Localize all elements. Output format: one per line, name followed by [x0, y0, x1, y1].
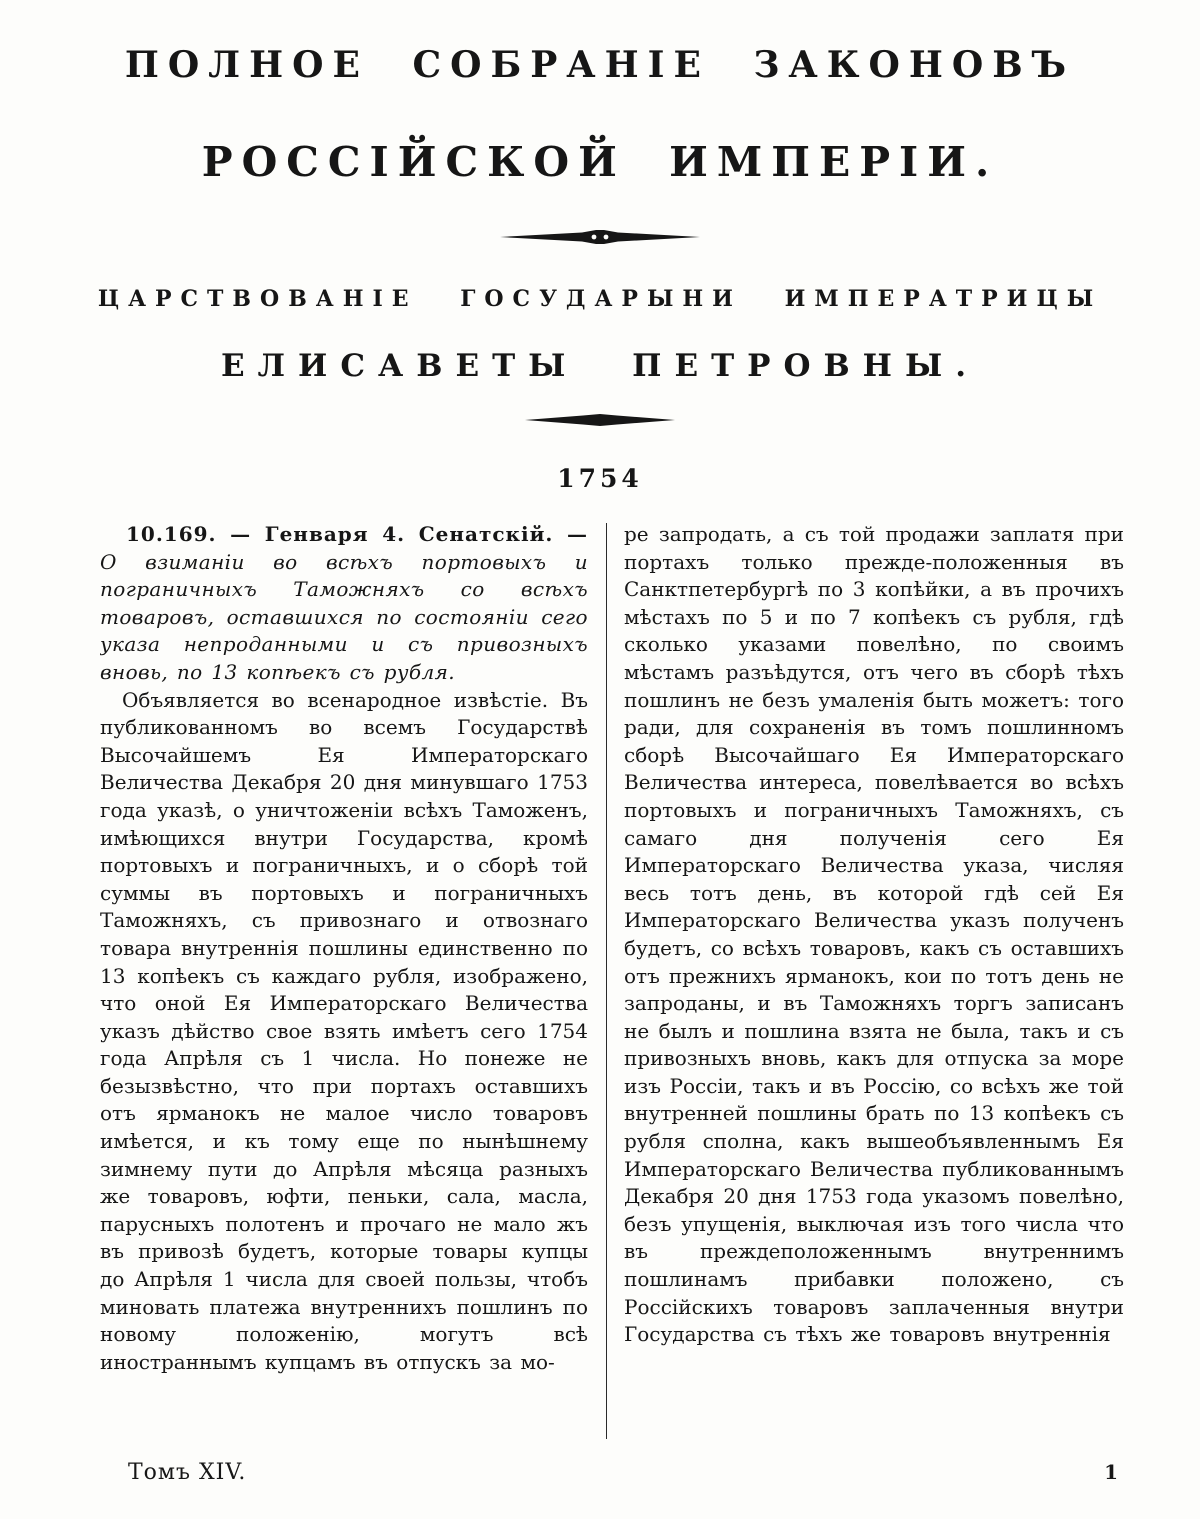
article-title: О взиманіи во всѣхъ портовыхъ и пограничныхъ Таможняхъ со всѣхъ товаровъ, оставшихся по состояніи сего указа непроданными и съ привозныхъ вновь, по 13 копѣекъ съ рубля.: [100, 549, 588, 684]
article-body-right: ре запродать, а съ той продажи заплатя при портахъ только прежде-положенныя въ Санктпетербургѣ по 3 копѣйки, а въ прочихъ мѣстахъ по 5 и по 7 копѣекъ съ рубля, гдѣ сколько указами повелѣно, по своимъ мѣстамъ разъѣдутся, отъ чего въ сборѣ тѣхъ пошлинъ не безъ умаленія быть можетъ: того ради, для сохраненія въ томъ пошлинномъ сборѣ Высочайшаго Ея Императорскаго Величества интереса, повелѣвается во всѣхъ портовыхъ и пограничныхъ Таможняхъ, съ самаго дня полученія сего Ея Императорскаго Величества указа, числяя весь тотъ день, въ которой гдѣ сей Ея Императорскаго Величества указъ полученъ будетъ, со всѣхъ товаровъ, какъ съ оставшихъ отъ прежнихъ ярманокъ, кои по тотъ день не запроданы, и въ Таможняхъ торгъ записанъ не былъ и пошлина взята не была, такъ и съ привозныхъ вновь, какъ для отпуска за море изъ Россіи, такъ и въ Россію, со всѣхъ же той внутренней пошлины брать по 13 копѣекъ съ рубля сполна, какъ вышеобъявленнымъ Ея Императорскаго Величества публикованнымъ Декабря 20 дня 1753 года указомъ повелѣно, безъ упущенія, выключая изъ того числа что въ преждеположеннымъ внутреннимъ пошлинамъ прибавки положено, съ Россійскихъ товаровъ заплаченныя внутри Государства съ тѣхъ же товаровъ внутреннія: [624, 522, 1124, 1347]
document-title-line-2: РОССІЙСКОЙ ИМПЕРІИ.: [201, 138, 999, 186]
document-title-line-1: ПОЛНОЕ СОБРАНІЕ ЗАКОНОВЪ: [124, 44, 1076, 86]
article-number-and-date: 10.169. — Генваря 4. Сенатскій. —: [126, 522, 588, 546]
left-column: [100, 521, 588, 1439]
article-body-left: Объявляется во всенародное извѣстіе. Въ публикованномъ во всемъ Государствѣ Высочайшемъ Ея Императорскаго Величества Декабря 20 дня минувшаго 1753 года указѣ, о уничтоженіи всѣхъ Таможенъ, имѣющихся внутри Государства, кромѣ портовыхъ и пограничныхъ, и о сборѣ той суммы въ портовыхъ и пограничныхъ Таможняхъ, съ привознаго и отвознаго товара внутреннія пошлины единственно по 13 копѣекъ съ каждаго рубля, изображено, что оной Ея Императорскаго Величества указъ дѣйство свое взять имѣетъ сего 1754 года Апрѣля съ 1 числа. Но понеже не безызвѣстно, что при портахъ оставшихъ отъ ярманокъ не малое число товаровъ имѣется, и къ тому еще по нынѣшнему зимнему пути до Апрѣля мѣсяца разныхъ же товаровъ, юфти, пеньки, сала, масла, парусныхъ полотенъ и прочаго не мало жъ въ привозѣ будетъ, которые товары купцы до Апрѣля 1 числа для своей пользы, чтобъ миновать платежа внутреннихъ пошлинъ по новому положенію, могутъ всѣ иностраннымъ купцамъ въ отпускъ за мо-: [100, 687, 588, 1374]
reign-heading-line-1: ЦАРСТВОВАНІЕ ГОСУДАРЫНИ ИМПЕРАТРИЦЫ: [97, 286, 1103, 312]
text-columns: [100, 521, 1124, 1439]
year-heading: 1754: [557, 464, 643, 493]
page-footer: [128, 1460, 1118, 1485]
page-number: 1: [1104, 1460, 1118, 1484]
article-heading: [100, 521, 588, 687]
divider-ornament-icon: [0, 230, 1200, 244]
reign-heading-line-2: ЕЛИСАВЕТЫ ПЕТРОВНЫ.: [220, 348, 979, 384]
right-column: [624, 521, 1124, 1439]
column-divider-rule: [606, 523, 607, 1439]
volume-label: Томъ XIV.: [128, 1460, 247, 1485]
divider-ornament-icon: [0, 414, 1200, 426]
